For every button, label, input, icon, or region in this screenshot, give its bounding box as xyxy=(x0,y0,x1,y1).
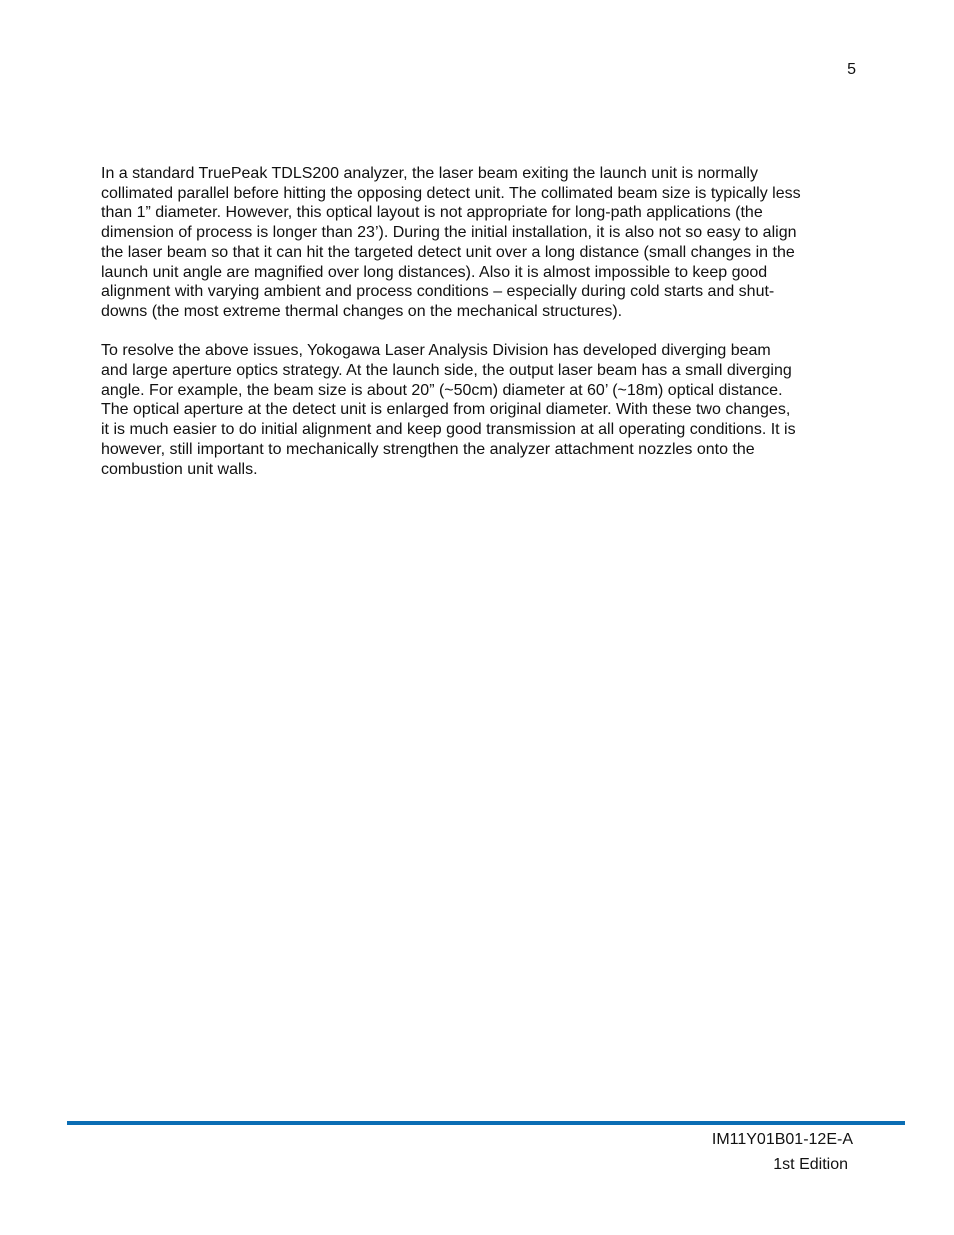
text-line: and large aperture optics strategy. At the launch side, the output laser beam has a small diverging xyxy=(101,362,792,380)
page-number: 5 xyxy=(847,61,856,78)
text-line: launch unit angle are magnified over long distances). Also it is almost impossible to keep good xyxy=(101,263,768,281)
footer-divider xyxy=(67,1121,905,1125)
text-line: however, still important to mechanically strengthen the analyzer attachment nozzles onto the xyxy=(101,440,755,458)
text-line: dimension of process is longer than 23’). During the initial installation, it is also not so easy to align xyxy=(101,224,797,242)
text-line: angle. For example, the beam size is about 20” (~50cm) diameter at 60’ (~18m) optical distance. xyxy=(101,381,783,399)
document-id: IM11Y01B01-12E-A xyxy=(711,1131,853,1148)
text-line: To resolve the above issues, Yokogawa Laser Analysis Division has developed diverging beam xyxy=(101,342,771,360)
text-line: The optical aperture at the detect unit is enlarged from original diameter. With these two changes, xyxy=(101,401,791,419)
text-line: it is much easier to do initial alignment and keep good transmission at all operating conditions. It is xyxy=(101,421,796,439)
text-line: alignment with varying ambient and process conditions – especially during cold starts and shut- xyxy=(101,283,775,301)
body-text xyxy=(101,164,861,499)
text-line: downs (the most extreme thermal changes on the mechanical structures). xyxy=(101,302,623,320)
text-line: collimated parallel before hitting the opposing detect unit. The collimated beam size is typically less xyxy=(101,184,801,202)
text-line: than 1” diameter. However, this optical layout is not appropriate for long-path applications (the xyxy=(101,204,763,222)
paragraph-1 xyxy=(101,164,861,322)
text-line: In a standard TruePeak TDLS200 analyzer, the laser beam exiting the launch unit is normally xyxy=(101,165,758,182)
text-line: combustion unit walls. xyxy=(101,460,258,478)
paragraph-2 xyxy=(101,341,861,479)
edition-label: 1st Edition xyxy=(773,1156,848,1173)
text-line: the laser beam so that it can hit the targeted detect unit over a long distance (small changes in the xyxy=(101,243,795,261)
